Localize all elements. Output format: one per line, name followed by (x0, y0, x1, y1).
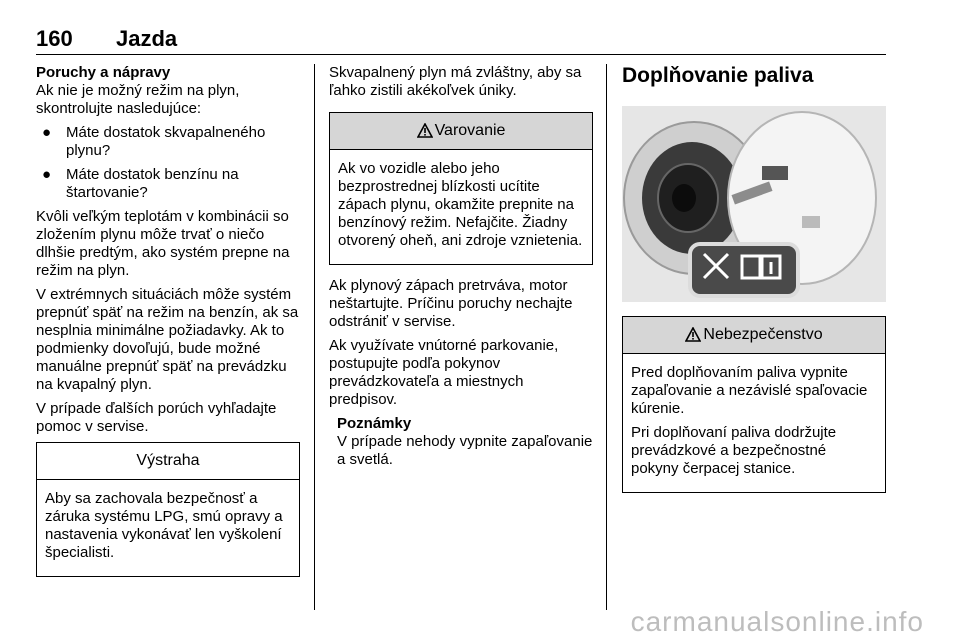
column-divider-1 (314, 64, 315, 610)
danger-box (622, 316, 886, 493)
column-1 (36, 64, 300, 577)
column-2 (329, 64, 593, 475)
warning-box (329, 112, 593, 265)
danger-text-1: Pred doplňovaním paliva vypnite zapaľovanie a nezávislé spaľovacie kúrenie. (631, 364, 868, 417)
warning-header (330, 113, 592, 150)
danger-title: Nebezpečenstvo (703, 326, 823, 343)
caution-box (36, 442, 300, 577)
paragraph: Kvôli veľkým teplotám v kombinácii so zložením plynu môže trvať o niečo dlhšie predtým, ako systém prepne na režim na plyn. (36, 208, 290, 279)
refuelling-heading: Doplňovanie paliva (622, 64, 814, 87)
caution-title: Výstraha (37, 443, 299, 480)
warning-triangle-icon (685, 327, 701, 342)
troubleshooting-heading: Poruchy a nápravy (36, 64, 171, 81)
watermark: carmanualsonline.info (630, 606, 924, 637)
page-header (36, 26, 886, 55)
caution-text: Aby sa zachovala bezpečnosť a záruka systému LPG, smú opravy a nastavenia vykonávať len vyškolení špecialisti. (45, 490, 283, 561)
fuel-flap-illustration (622, 106, 886, 302)
check-list (36, 124, 300, 202)
section-title: Jazda (116, 26, 178, 51)
column-3 (622, 64, 886, 493)
danger-header (623, 317, 885, 354)
note-title: Poznámky (337, 415, 412, 432)
list-item: ● Máte dostatok skvapalneného plynu? (42, 124, 266, 159)
note (329, 415, 593, 469)
warning-triangle-icon (417, 123, 433, 138)
paragraph: V extrémnych situáciách môže systém prepnúť späť na režim na benzín, ak sa nesplnia minimálne požiadavky. Ak to podmienky dovoľujú, bude možné manuálne prepnúť späť na prevádzku na kvapalný plyn. (36, 286, 299, 393)
danger-text-2: Pri doplňovaní paliva dodržujte prevádzkové a bezpečnostné pokyny čerpacej stanice. (631, 424, 837, 477)
column-divider-2 (606, 64, 607, 610)
fuel-filler-photo (622, 106, 886, 302)
page-number: 160 (36, 26, 73, 51)
paragraph: Skvapalnený plyn má zvláštny, aby sa ľahko zistili akékoľvek úniky. (329, 64, 582, 99)
warning-text: Ak vo vozidle alebo jeho bezprostrednej blízkosti ucítite zápach plynu, okamžite prepnite na benzínový režim. Nefajčite. Žiadny otvorený oheň, ani zdroje vznietenia. (338, 160, 583, 249)
paragraph: V prípade ďalších porúch vyhľadajte pomoc v servise. (36, 400, 277, 435)
paragraph: Ak využívate vnútorné parkovanie, postupujte podľa pokynov prevádzkovateľa a miestnych predpisov. (329, 337, 559, 408)
note-text: V prípade nehody vypnite zapaľovanie a svetlá. (337, 433, 593, 468)
list-item: ● Máte dostatok benzínu na štartovanie? (42, 166, 239, 201)
warning-title: Varovanie (434, 122, 506, 139)
intro-text: Ak nie je možný režim na plyn, skontrolujte nasledujúce: (36, 82, 240, 117)
paragraph: Ak plynový zápach pretrváva, motor neštartujte. Príčinu poruchy nechajte odstrániť v servise. (329, 277, 573, 330)
